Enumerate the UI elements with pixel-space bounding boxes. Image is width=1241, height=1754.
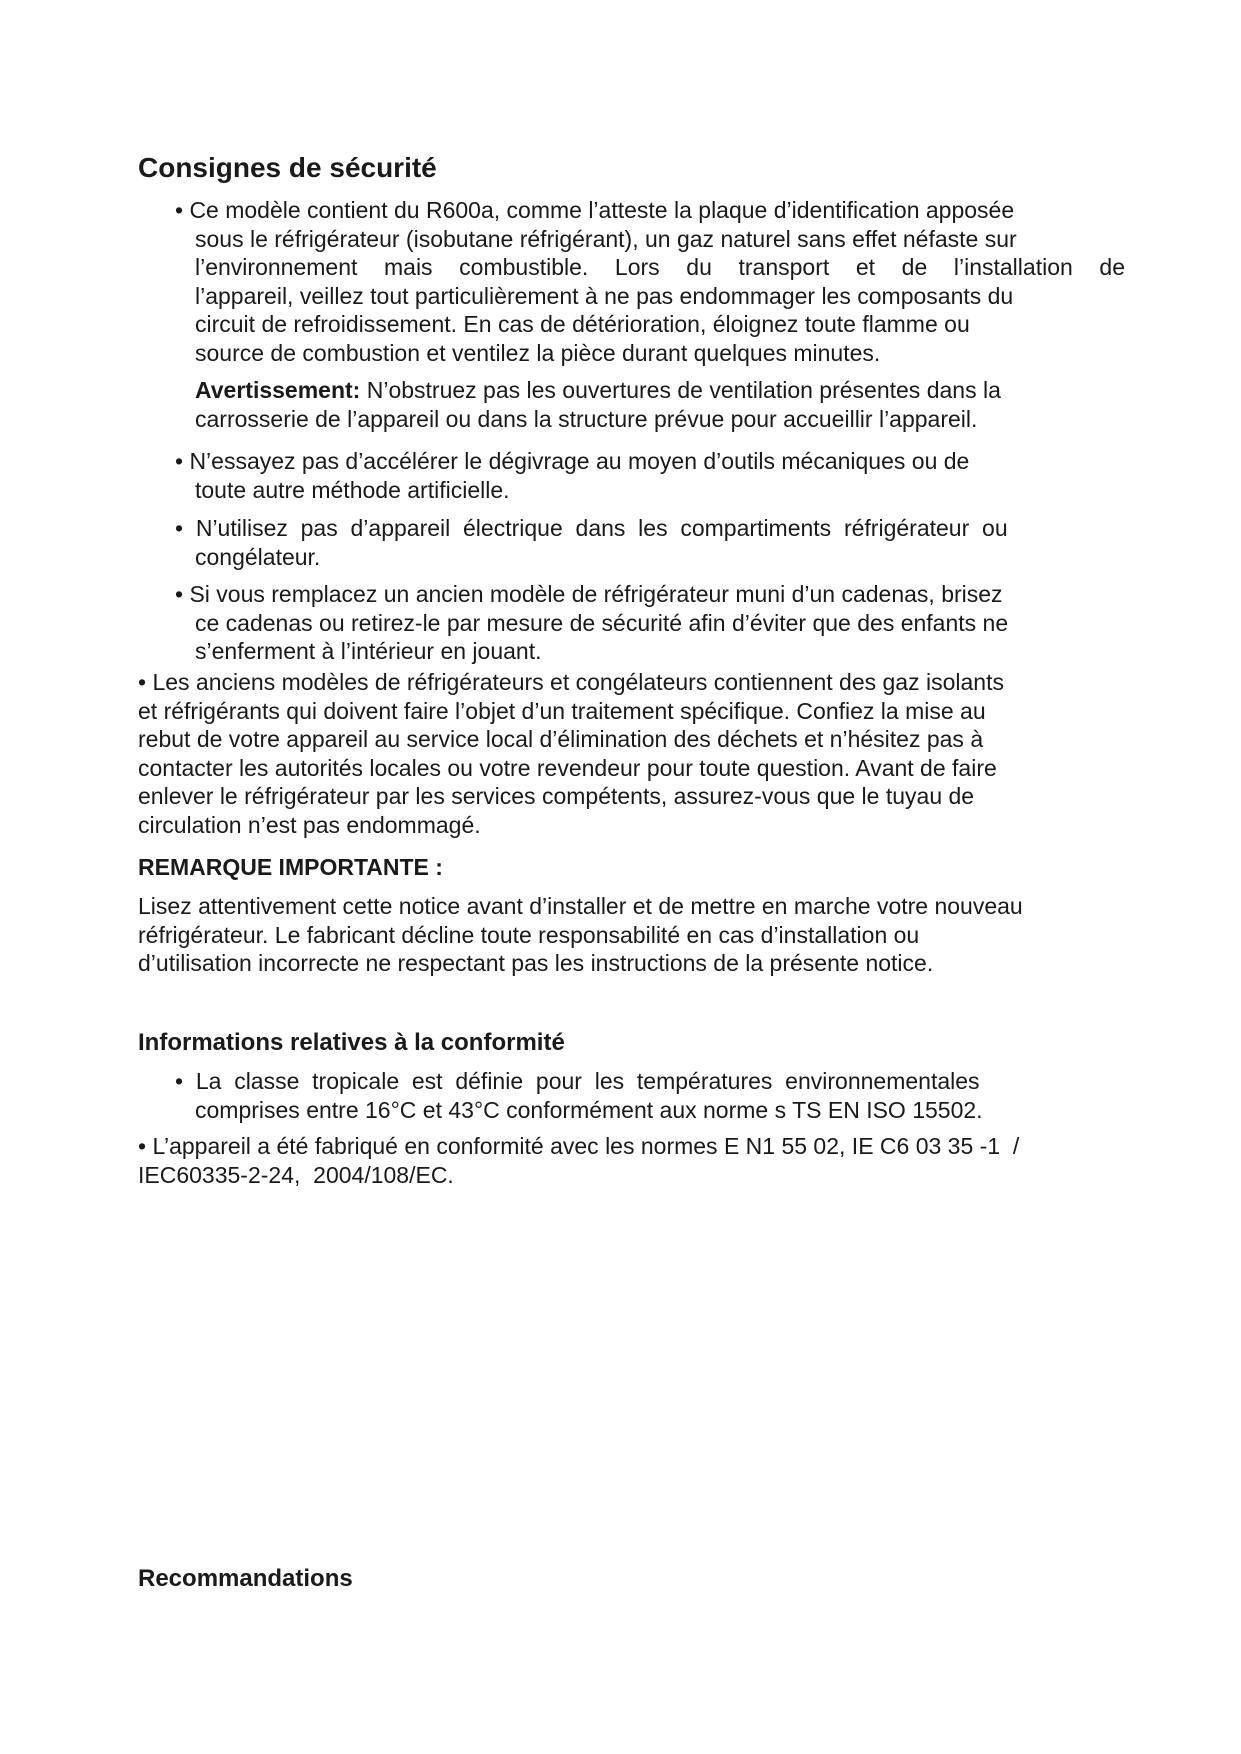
text-line: carrosserie de l’appareil ou dans la structure prévue pour accueillir l’appareil.	[195, 405, 978, 432]
text-line: • La classe tropicale est définie pour les températures environnementales	[175, 1068, 980, 1094]
important-note-title: REMARQUE IMPORTANTE :	[138, 854, 443, 880]
text-line: IEC60335-2-24, 2004/108/EC.	[138, 1161, 454, 1188]
safety-title: Consignes de sécurité	[138, 152, 437, 183]
text-line: Lisez attentivement cette notice avant d’installer et de mettre en marche votre nouveau	[138, 893, 1023, 919]
text-line: s’enferment à l’intérieur en jouant.	[195, 638, 542, 665]
safety-bullet-disposal	[138, 668, 1128, 840]
text-line: et réfrigérants qui doivent faire l’objet d’un traitement spécifique. Confiez la mise au	[138, 697, 986, 724]
safety-bullet-padlock	[175, 580, 1125, 666]
text-line: enlever le réfrigérateur par les services compétents, assurez-vous que le tuyau de	[138, 783, 975, 810]
text-line: circulation n’est pas endommagé.	[138, 811, 481, 838]
text-line: source de combustion et ventilez la pièce durant quelques minutes.	[195, 339, 881, 366]
safety-bullet-defrost	[175, 447, 1125, 504]
text-line: d’utilisation incorrecte ne respectant pas les instructions de la présente notice.	[138, 950, 934, 977]
text-line: réfrigérateur. Le fabricant décline toute responsabilité en cas d’installation ou	[138, 921, 920, 948]
warning-text: N’obstruez pas les ouvertures de ventilation présentes dans la	[360, 377, 1001, 403]
text-line: toute autre méthode artificielle.	[195, 476, 510, 503]
text-line: comprises entre 16°C et 43°C conformément aux norme s TS EN ISO 15502.	[195, 1096, 983, 1123]
text-line: • N’utilisez pas d’appareil électrique dans les compartiments réfrigérateur ou	[175, 515, 1008, 541]
text-line: contacter les autorités locales ou votre revendeur pour toute question. Avant de faire	[138, 754, 997, 781]
text-line: l’appareil, veillez tout particulièrement à ne pas endommager les composants du	[195, 282, 1014, 309]
text-line: congélateur.	[195, 543, 321, 570]
warning-paragraph	[195, 376, 1125, 433]
text-line: • Les anciens modèles de réfrigérateurs et congélateurs contiennent des gaz isolants	[138, 669, 1004, 695]
text-line: • Si vous remplacez un ancien modèle de réfrigérateur muni d’un cadenas, brisez	[175, 581, 1003, 607]
text-line: circuit de refroidissement. En cas de détérioration, éloignez toute flamme ou	[195, 311, 970, 338]
safety-bullet-electrical	[175, 514, 1125, 571]
text-line: • L’appareil a été fabriqué en conformité avec les normes E N1 55 02, IE C6 03 35 -1 /	[138, 1133, 1020, 1159]
warning-label: Avertissement:	[195, 377, 361, 403]
conformity-bullet-standards	[138, 1132, 1128, 1189]
safety-bullet-r600a	[175, 196, 1125, 368]
text-line: ce cadenas ou retirez-le par mesure de sécurité afin d’éviter que des enfants ne	[195, 609, 1009, 636]
important-note-text	[138, 892, 1128, 978]
text-line: sous le réfrigérateur (isobutane réfrigérant), un gaz naturel sans effet néfaste sur	[195, 225, 1017, 252]
conformity-title: Informations relatives à la conformité	[138, 1029, 565, 1056]
text-line: • N’essayez pas d’accélérer le dégivrage au moyen d’outils mécaniques ou de	[175, 448, 970, 474]
recommendations-title: Recommandations	[138, 1565, 353, 1592]
text-line: • Ce modèle contient du R600a, comme l’atteste la plaque d’identification apposée	[175, 197, 1015, 223]
text-line: l’environnement mais combustible. Lors du transport et de l’installation de	[195, 254, 1125, 281]
text-line: rebut de votre appareil au service local d’élimination des déchets et n’hésitez pas à	[138, 726, 984, 753]
conformity-bullet-tropical	[175, 1067, 1125, 1124]
text-line	[195, 376, 1125, 405]
